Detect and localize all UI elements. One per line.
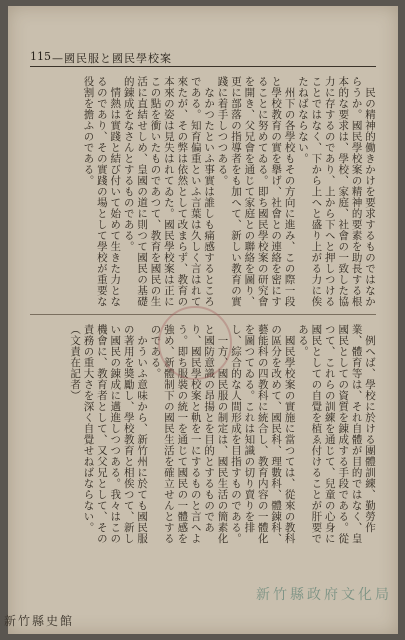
page-number: 115 bbox=[30, 50, 51, 63]
archive-watermark: 新竹縣政府文化局 bbox=[256, 587, 392, 603]
paragraph: 州下の各學校もその方向に進み、この際一段と學校教育の實を擧げ、社會との連絡を密にすることに努めてゐる。即ち國民學校案の研究會を開き、父兄會を通じて家庭との聯絡を圖り、更に部落の指導者をも加へて、新しい教育の實踐に着手しつつある。 bbox=[216, 76, 296, 307]
paragraph: なかつたといふ事實は誰しも痛感するところである。知育偏重といふ言葉は久しく言はれて來たが、その弊は依然として改まらず、教育の本來の姿は見失はれてゐた。國民學校案は正にこの點を衝いたものであつて、教育を國民の生活に直結せしめ、皇國の道に則つて國民の基礎的錬成をなさんとするものである。 bbox=[122, 76, 216, 307]
faint-seal-mark bbox=[158, 306, 232, 380]
running-title: —國民服と國民學校案 bbox=[52, 52, 172, 65]
paragraph: 一方、國民服の制定は、國民生活の簡素化と國防意識の昂揚とを目的とするものであり、國民學校案と軌を一にするものと言へよう。即ち服裝の統一を通じて國民の一體感を強め、新體制下の國民生活を確立せんとするのである。 bbox=[149, 324, 229, 544]
archive-side-mark: 新竹縣史館 bbox=[4, 614, 75, 628]
paragraph: 情熱は實踐と結び付いて始めて生きた力となるのであり、その實踐の場として學校が重要な役割を擔ふのである。 bbox=[82, 76, 122, 307]
page-header bbox=[30, 50, 376, 67]
text-column-top bbox=[30, 76, 376, 308]
paragraph: かういふ意味から、新竹州に於ても國民服の著用を奬勵し、學校教育と相俟つて、新しい國民の錬成に邁進しつつある。我々はこの機會に、教育者として、又父兄として、その責務の重大さを深く自覺せねばならない。（文責在記者） bbox=[69, 324, 149, 544]
document-page bbox=[8, 6, 398, 634]
paragraph: 例へば、學校に於ける團體訓練、勤勞作業、體育等は、それ自體が目的ではなく、皇國民としての資質を錬成する手段である。從つて、これらの訓練を通じて、兒童の心身に國民としての自覺を植ゑ付けることが肝要である。 bbox=[296, 324, 376, 544]
paragraph: 國民學校案の實施に當つては、從來の教科の區分を改めて、國民科、理數科、體錬科、藝能科の四教科に統合し、教育内容の一體化を圖つてゐる。これは知識の切り賣りを排し、綜合的な人間形成を目指すものである。 bbox=[229, 324, 296, 544]
paragraph: 民の精神的働きかけを要求するものではなからうか。國民學校案の精神的要素を助長する根本的な要求は、學校、家庭、社會の一致した協力に存するのであり、上から下へと押しつけることではなく、下から上へと盛り上がる力に俟たねばならない。 bbox=[296, 76, 376, 307]
